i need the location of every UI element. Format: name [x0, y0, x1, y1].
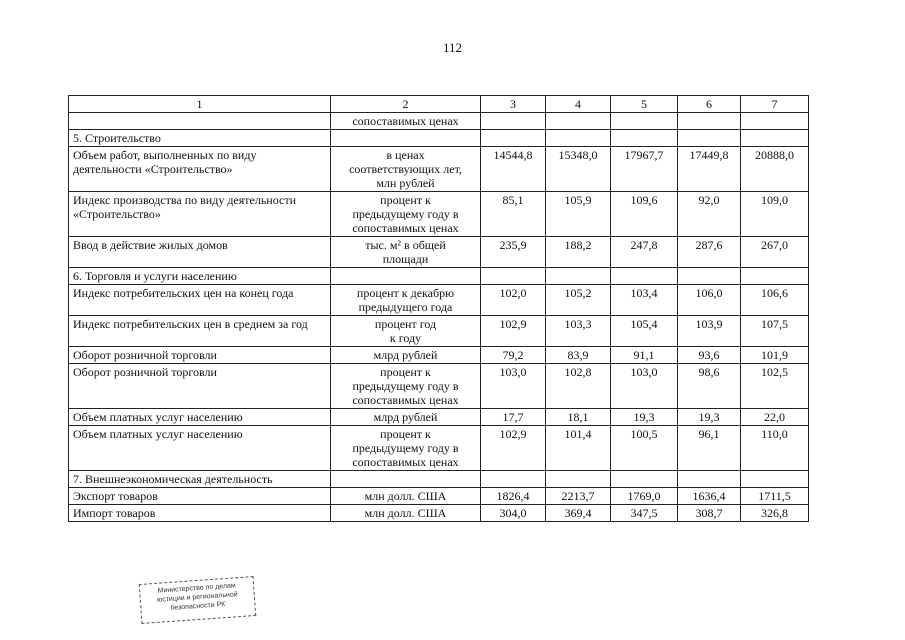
- unit-cell: [331, 347, 481, 364]
- indicator-cell: Индекс потребительских цен в среднем за год: [69, 316, 331, 347]
- empty-cell: [741, 471, 809, 488]
- unit-line: сопоставимых ценах: [352, 455, 459, 469]
- table-row: [69, 364, 809, 409]
- value-cell: 103,0: [481, 364, 546, 409]
- indicator-cell: Оборот розничной торговли: [69, 347, 331, 364]
- empty-cell: [611, 471, 678, 488]
- value-cell: 22,0: [741, 409, 809, 426]
- value-cell: 247,8: [611, 237, 678, 268]
- value-cell: 102,5: [741, 364, 809, 409]
- empty-cell: [546, 130, 611, 147]
- unit-line: сопоставимых ценах: [352, 114, 459, 128]
- value-cell: 304,0: [481, 505, 546, 522]
- unit-line: предыдущего года: [358, 300, 453, 314]
- indicator-cell: Индекс производства по виду деятельности «Строительство»: [69, 192, 331, 237]
- value-cell: 100,5: [611, 426, 678, 471]
- header-cell: 2: [331, 96, 481, 113]
- value-cell: [611, 113, 678, 130]
- empty-cell: [741, 268, 809, 285]
- table-row: [69, 347, 809, 364]
- value-cell: 1636,4: [678, 488, 741, 505]
- table-body: [69, 96, 809, 522]
- value-cell: 110,0: [741, 426, 809, 471]
- value-cell: 101,9: [741, 347, 809, 364]
- value-cell: 287,6: [678, 237, 741, 268]
- unit-line: млн рублей: [376, 176, 435, 190]
- unit-cell: [331, 147, 481, 192]
- value-cell: 92,0: [678, 192, 741, 237]
- section-row: [69, 471, 809, 488]
- stamp-line: безопасности РК: [170, 601, 226, 612]
- header-row: [69, 96, 809, 113]
- value-cell: 347,5: [611, 505, 678, 522]
- value-cell: 1711,5: [741, 488, 809, 505]
- indicator-cell: [69, 113, 331, 130]
- empty-cell: [331, 268, 481, 285]
- section-title: 7. Внешнеэкономическая деятельность: [69, 471, 331, 488]
- page-number: 112: [442, 40, 463, 55]
- unit-cell: [331, 285, 481, 316]
- table-row: [69, 113, 809, 130]
- value-cell: 369,4: [546, 505, 611, 522]
- unit-line: млн долл. США: [364, 489, 447, 503]
- unit-line: соответствующих лет,: [349, 162, 462, 176]
- header-cell: 1: [69, 96, 331, 113]
- value-cell: 106,6: [741, 285, 809, 316]
- value-cell: 19,3: [678, 409, 741, 426]
- value-cell: 102,0: [481, 285, 546, 316]
- indicator-cell: Объем работ, выполненных по виду деятельности «Строительство»: [69, 147, 331, 192]
- value-cell: 85,1: [481, 192, 546, 237]
- table-row: [69, 409, 809, 426]
- unit-line: процент к: [380, 427, 431, 441]
- unit-cell: [331, 237, 481, 268]
- unit-line: процент к: [380, 365, 431, 379]
- value-cell: 188,2: [546, 237, 611, 268]
- value-cell: 98,6: [678, 364, 741, 409]
- indicator-cell: Экспорт товаров: [69, 488, 331, 505]
- value-cell: 106,0: [678, 285, 741, 316]
- table-row: [69, 426, 809, 471]
- indicator-cell: Объем платных услуг населению: [69, 426, 331, 471]
- value-cell: 105,2: [546, 285, 611, 316]
- value-cell: [481, 113, 546, 130]
- value-cell: 20888,0: [741, 147, 809, 192]
- value-cell: 102,9: [481, 426, 546, 471]
- value-cell: 79,2: [481, 347, 546, 364]
- unit-line: сопоставимых ценах: [352, 393, 459, 407]
- empty-cell: [481, 130, 546, 147]
- header-cell: 5: [611, 96, 678, 113]
- section-title: 6. Торговля и услуги населению: [69, 268, 331, 285]
- stamp-line: юстиции и региональной: [156, 591, 238, 604]
- table-row: [69, 237, 809, 268]
- unit-line: млрд рублей: [373, 348, 438, 362]
- value-cell: 96,1: [678, 426, 741, 471]
- value-cell: 103,3: [546, 316, 611, 347]
- value-cell: 105,4: [611, 316, 678, 347]
- unit-line: площади: [382, 252, 429, 266]
- value-cell: 15348,0: [546, 147, 611, 192]
- unit-cell: [331, 426, 481, 471]
- empty-cell: [481, 471, 546, 488]
- table-row: [69, 488, 809, 505]
- empty-cell: [611, 268, 678, 285]
- value-cell: 107,5: [741, 316, 809, 347]
- value-cell: 1769,0: [611, 488, 678, 505]
- table-row: [69, 147, 809, 192]
- unit-cell: [331, 113, 481, 130]
- value-cell: 17,7: [481, 409, 546, 426]
- statistics-table: [68, 95, 809, 522]
- header-cell: 7: [741, 96, 809, 113]
- indicator-cell: Объем платных услуг населению: [69, 409, 331, 426]
- value-cell: 101,4: [546, 426, 611, 471]
- value-cell: 102,8: [546, 364, 611, 409]
- value-cell: 91,1: [611, 347, 678, 364]
- unit-line: млн долл. США: [364, 506, 447, 520]
- value-cell: 19,3: [611, 409, 678, 426]
- table-row: [69, 505, 809, 522]
- unit-cell: [331, 364, 481, 409]
- value-cell: 102,9: [481, 316, 546, 347]
- header-cell: 6: [678, 96, 741, 113]
- table-row: [69, 316, 809, 347]
- table-row: [69, 192, 809, 237]
- empty-cell: [481, 268, 546, 285]
- value-cell: 103,4: [611, 285, 678, 316]
- empty-cell: [678, 268, 741, 285]
- unit-line: тыс. м² в общей: [365, 238, 446, 252]
- unit-cell: [331, 192, 481, 237]
- empty-cell: [611, 130, 678, 147]
- section-row: [69, 268, 809, 285]
- unit-cell: [331, 316, 481, 347]
- indicator-cell: Оборот розничной торговли: [69, 364, 331, 409]
- empty-cell: [331, 471, 481, 488]
- unit-line: процент год: [374, 317, 437, 331]
- unit-line: сопоставимых ценах: [352, 221, 459, 235]
- value-cell: 103,9: [678, 316, 741, 347]
- unit-line: в ценах: [386, 148, 425, 162]
- value-cell: [546, 113, 611, 130]
- table-row: [69, 285, 809, 316]
- empty-cell: [741, 130, 809, 147]
- unit-line: к году: [389, 331, 422, 345]
- unit-line: предыдущему году в: [352, 379, 459, 393]
- value-cell: 326,8: [741, 505, 809, 522]
- header-cell: 3: [481, 96, 546, 113]
- value-cell: 103,0: [611, 364, 678, 409]
- value-cell: 14544,8: [481, 147, 546, 192]
- indicator-cell: Ввод в действие жилых домов: [69, 237, 331, 268]
- header-cell: 4: [546, 96, 611, 113]
- unit-line: предыдущему году в: [352, 207, 459, 221]
- unit-line: процент к: [380, 193, 431, 207]
- value-cell: [678, 113, 741, 130]
- empty-cell: [678, 130, 741, 147]
- unit-line: предыдущему году в: [352, 441, 459, 455]
- unit-line: процент к декабрю: [356, 286, 455, 300]
- value-cell: 1826,4: [481, 488, 546, 505]
- stamp-line: Министерство по делам: [157, 582, 236, 595]
- value-cell: [741, 113, 809, 130]
- value-cell: 109,6: [611, 192, 678, 237]
- unit-cell: [331, 488, 481, 505]
- value-cell: 17449,8: [678, 147, 741, 192]
- value-cell: 2213,7: [546, 488, 611, 505]
- value-cell: 83,9: [546, 347, 611, 364]
- unit-cell: [331, 409, 481, 426]
- value-cell: 267,0: [741, 237, 809, 268]
- value-cell: 235,9: [481, 237, 546, 268]
- unit-cell: [331, 505, 481, 522]
- indicator-cell: Индекс потребительских цен на конец года: [69, 285, 331, 316]
- section-row: [69, 130, 809, 147]
- value-cell: 308,7: [678, 505, 741, 522]
- indicator-cell: Импорт товаров: [69, 505, 331, 522]
- empty-cell: [331, 130, 481, 147]
- unit-line: млрд рублей: [373, 410, 438, 424]
- registration-stamp: [139, 576, 257, 624]
- value-cell: 18,1: [546, 409, 611, 426]
- value-cell: 93,6: [678, 347, 741, 364]
- empty-cell: [546, 471, 611, 488]
- empty-cell: [546, 268, 611, 285]
- value-cell: 105,9: [546, 192, 611, 237]
- value-cell: 17967,7: [611, 147, 678, 192]
- value-cell: 109,0: [741, 192, 809, 237]
- section-title: 5. Строительство: [69, 130, 331, 147]
- empty-cell: [678, 471, 741, 488]
